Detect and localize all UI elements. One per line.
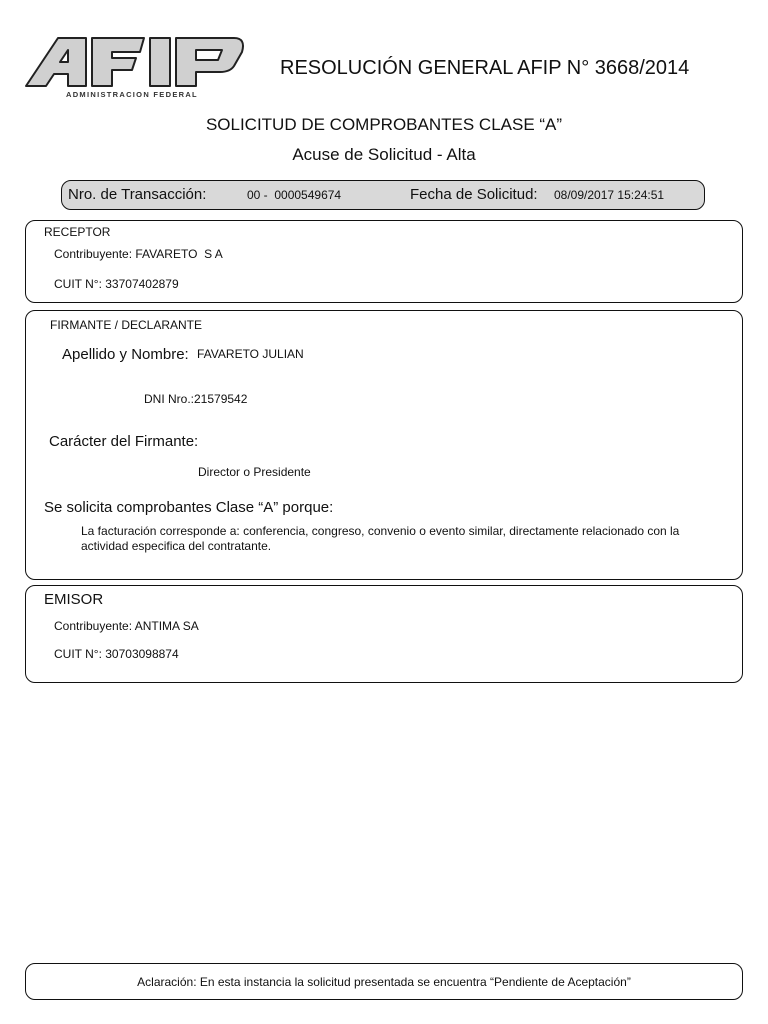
apellido-nombre-value: FAVARETO JULIAN <box>197 347 304 361</box>
apellido-nombre-label: Apellido y Nombre: <box>62 346 189 363</box>
motivo-line-2: actividad especifica del contratante. <box>81 539 272 553</box>
document-title: SOLICITUD DE COMPROBANTES CLASE “A” <box>205 115 563 134</box>
caracter-firmante-value: Director o Presidente <box>198 465 311 479</box>
emisor-contribuyente: Contribuyente: ANTIMA SA <box>54 619 199 633</box>
motivo-label: Se solicita comprobantes Clase “A” porque: <box>44 499 334 516</box>
receptor-cuit: CUIT N°: 33707402879 <box>54 277 179 291</box>
request-date-label: Fecha de Solicitud: <box>410 186 538 203</box>
caracter-firmante-label: Carácter del Firmante: <box>49 433 199 450</box>
transaction-number-label: Nro. de Transacción: <box>68 186 207 203</box>
resolucion-title: RESOLUCIÓN GENERAL AFIP N° 3668/2014 <box>280 57 690 79</box>
emisor-heading: EMISOR <box>44 591 104 608</box>
logo-subtitle: ADMINISTRACION FEDERAL <box>66 90 198 99</box>
request-date-value: 08/09/2017 15:24:51 <box>554 188 665 202</box>
receptor-heading: RECEPTOR <box>44 225 111 239</box>
transaction-number-value: 00 - 0000549674 <box>247 188 342 202</box>
dni-value: DNI Nro.:21579542 <box>144 392 248 406</box>
firmante-heading: FIRMANTE / DECLARANTE <box>50 318 203 332</box>
document-subtitle: Acuse de Solicitud - Alta <box>292 145 476 164</box>
aclaracion-text: Aclaración: En esta instancia la solicitud presentada se encuentra “Pendiente de Aceptación” <box>137 975 631 989</box>
receptor-contribuyente: Contribuyente: FAVARETO S A <box>54 247 223 261</box>
emisor-cuit: CUIT N°: 30703098874 <box>54 647 179 661</box>
motivo-line-1: La facturación corresponde a: conferencia, congreso, convenio o evento similar, directamente relacionado con la <box>81 524 680 538</box>
emisor-section <box>25 585 743 683</box>
